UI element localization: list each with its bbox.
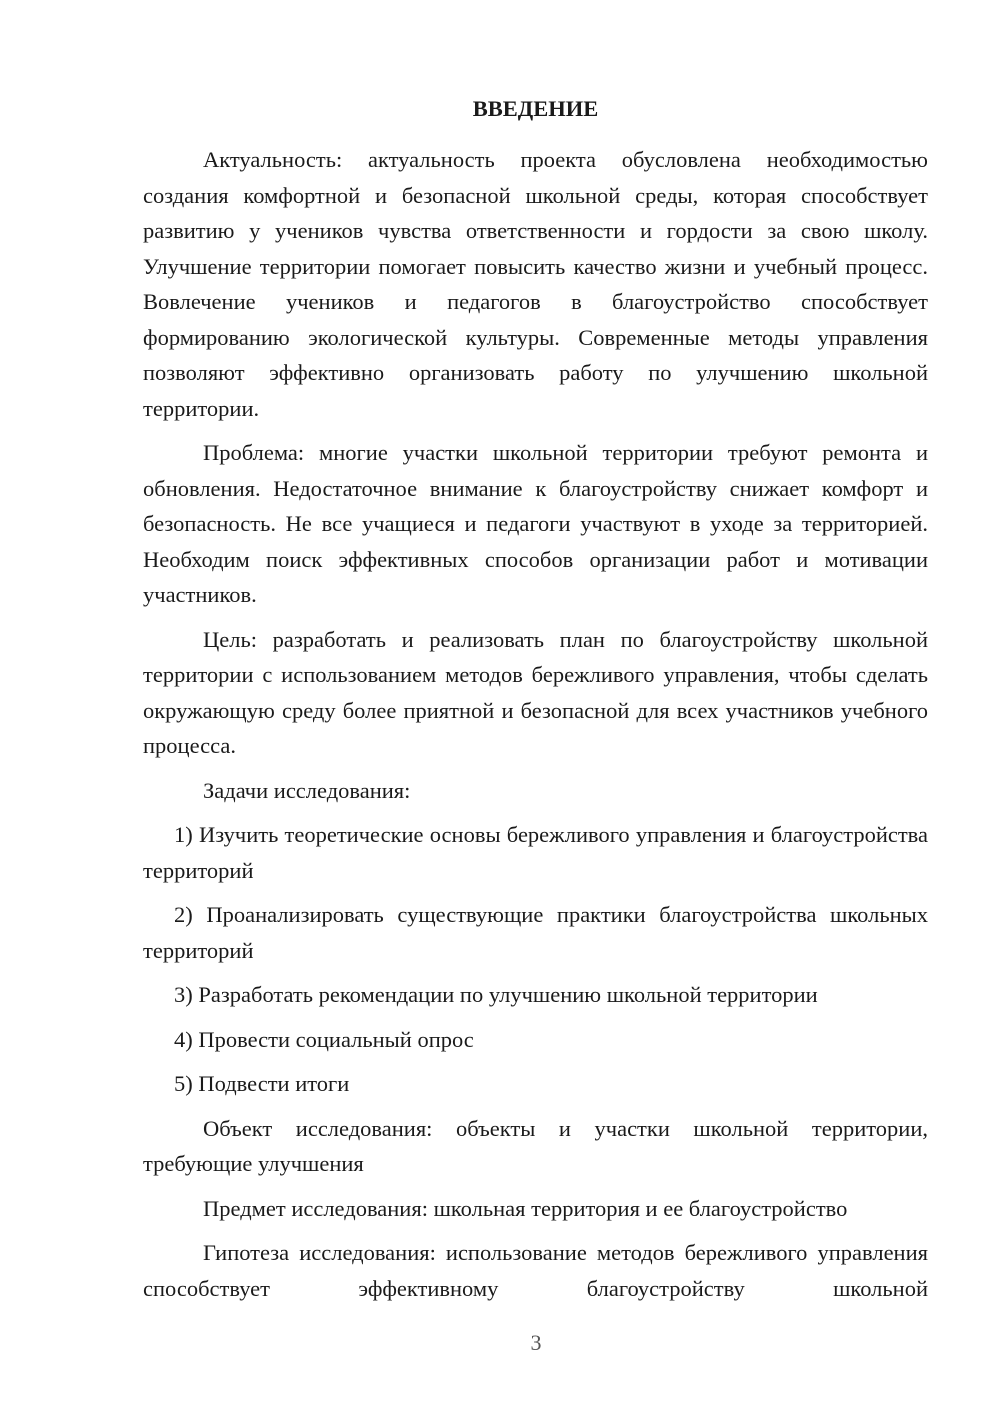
task-item: 4) Провести социальный опрос	[174, 1026, 474, 1052]
task-item: 5) Подвести итоги	[174, 1071, 350, 1096]
section-title: ВВЕДЕНИЕ	[472, 96, 599, 121]
relevance-paragraph: Актуальность: актуальность проекта обусловлена необходимостью создания комфортной и безопасной школьной среды, которая способствует развитию у учеников чувства ответственности и гордости за свою школу. Улучшение территории помогает повысить качество жизни и учебный процесс. Вовлечение учеников и педагогов в благоустройство способствует формированию экологической культуры. Современные методы управления позволяют эффективно организовать работу по улучшению школьной территории.	[143, 147, 928, 421]
tasks-heading: Задачи исследования:	[203, 777, 411, 803]
task-item: 3) Разработать рекомендации по улучшению школьной территории	[174, 982, 818, 1007]
task-item: 1) Изучить теоретические основы бережливого управления и благоустройства территорий	[143, 822, 928, 883]
page-content	[143, 92, 928, 1315]
hypothesis-paragraph: Гипотеза исследования: использование методов бережливого управления способствует эффективному благоустройству школьной	[143, 1240, 928, 1301]
problem-paragraph: Проблема: многие участки школьной территории требуют ремонта и обновления. Недостаточное внимание к благоустройству снижает комфорт и безопасность. Не все учащиеся и педагоги участвуют в уходе за территорией. Необходим поиск эффективных способов организации работ и мотивации участников.	[143, 440, 928, 607]
task-item: 2) Проанализировать существующие практики благоустройства школьных территорий	[143, 902, 928, 963]
page-number: 3	[530, 1330, 542, 1355]
object-paragraph: Объект исследования: объекты и участки школьной территории, требующие улучшения	[143, 1115, 928, 1176]
subject-paragraph: Предмет исследования: школьная территория и ее благоустройство	[203, 1195, 848, 1221]
goal-paragraph: Цель: разработать и реализовать план по благоустройству школьной территории с использованием методов бережливого управления, чтобы сделать окружающую среду более приятной и безопасной для всех участников учебного процесса.	[143, 626, 928, 758]
